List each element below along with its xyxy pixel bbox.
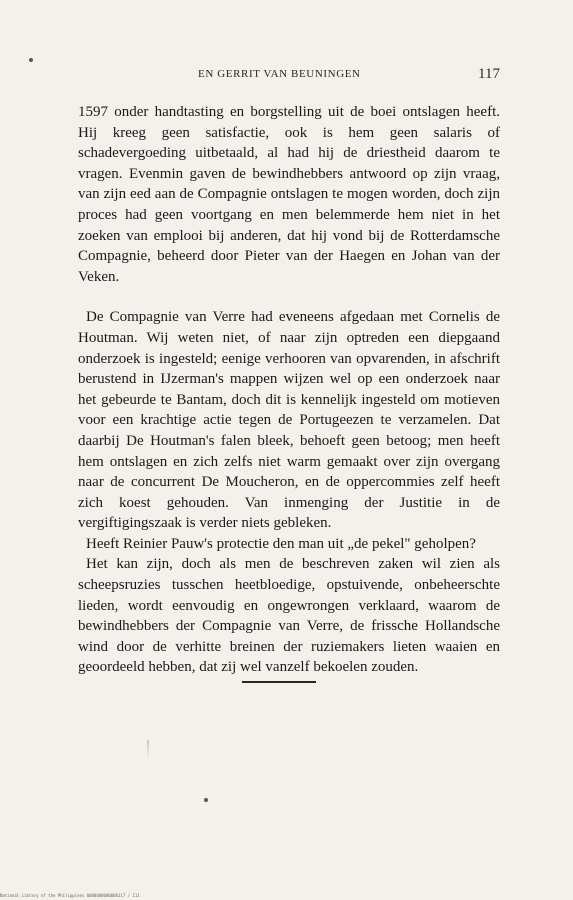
faint-scan-mark [147,740,149,758]
ink-speck-bottom [204,798,208,802]
section-end-rule [242,681,316,683]
scan-footer-line: National Library of the Philippines 0000000000000117 / 111 [0,893,140,898]
paragraph-4: Het kan zijn, doch als men de beschreven zaken wil zien als scheepsruzies tusschen heetbloedige, opstuivende, onbeheerschte lieden, wordt eenvoudig en ongewrongen verklaard, waarom de bewindhebbers der Compagnie van Verre, de frissche Hollandsche wind door de verhitte breinen der ruziemakers lieten waaien en geoordeeld hebben, dat zij wel vanzelf bekoelen zouden. [78,556,500,676]
paragraph-2: De Compagnie van Verre had eveneens afgedaan met Cornelis de Houtman. Wij weten niet, of naar zijn optreden een diepgaand onderzoek is ingesteld; eenige verhooren van opvarenden, in afschrift berustend in IJzerman's mappen wijzen wel op een onderzoek naar het gebeurde te Bantam, doch dit is kennelijk ingesteld om motieven voor een krachtige actie tegen de Portugeezen te verzamelen. Dat daarbij De Houtman's falen bleek, behoeft geen betoog; men heeft hem ontslagen en zich zelfs niet warm gemaakt over zijn overgang naar de concurrent De Moucheron, en de oppercommies zelf heeft zich koest gehouden. Van inmenging der Justitie in de vergiftigingszaak is verder niets gebleken. [78,309,500,532]
paragraph-1: 1597 onder handtasting en borgstelling uit de boei ontslagen heeft. Hij kreeg geen satisfactie, ook is hem geen salaris of schadevergoeding uitbetaald, al had hij de driestheid daarom te vragen. Evenmin gaven de bewindhebbers antwoord op zijn vraag, van zijn eed aan de Compagnie ontslagen te mogen worden, doch zijn proces had geen voortgang en men belemmerde hem niet in het zoeken van emplooi bij anderen, dat hij vond bij de Rotterdamsche Compagnie, beheerd door Pieter van der Haegen en Johan van der Veken. [78,104,500,285]
running-header [70,68,500,86]
page-number: 117 [478,66,500,82]
body-text [78,102,500,678]
paragraph-3: Heeft Reinier Pauw's protectie den man uit „de pekel" geholpen? [86,535,476,552]
running-title: EN GERRIT VAN BEUNINGEN [198,68,361,80]
ink-speck-top-left [29,58,33,62]
paragraph-spacer [78,287,500,307]
